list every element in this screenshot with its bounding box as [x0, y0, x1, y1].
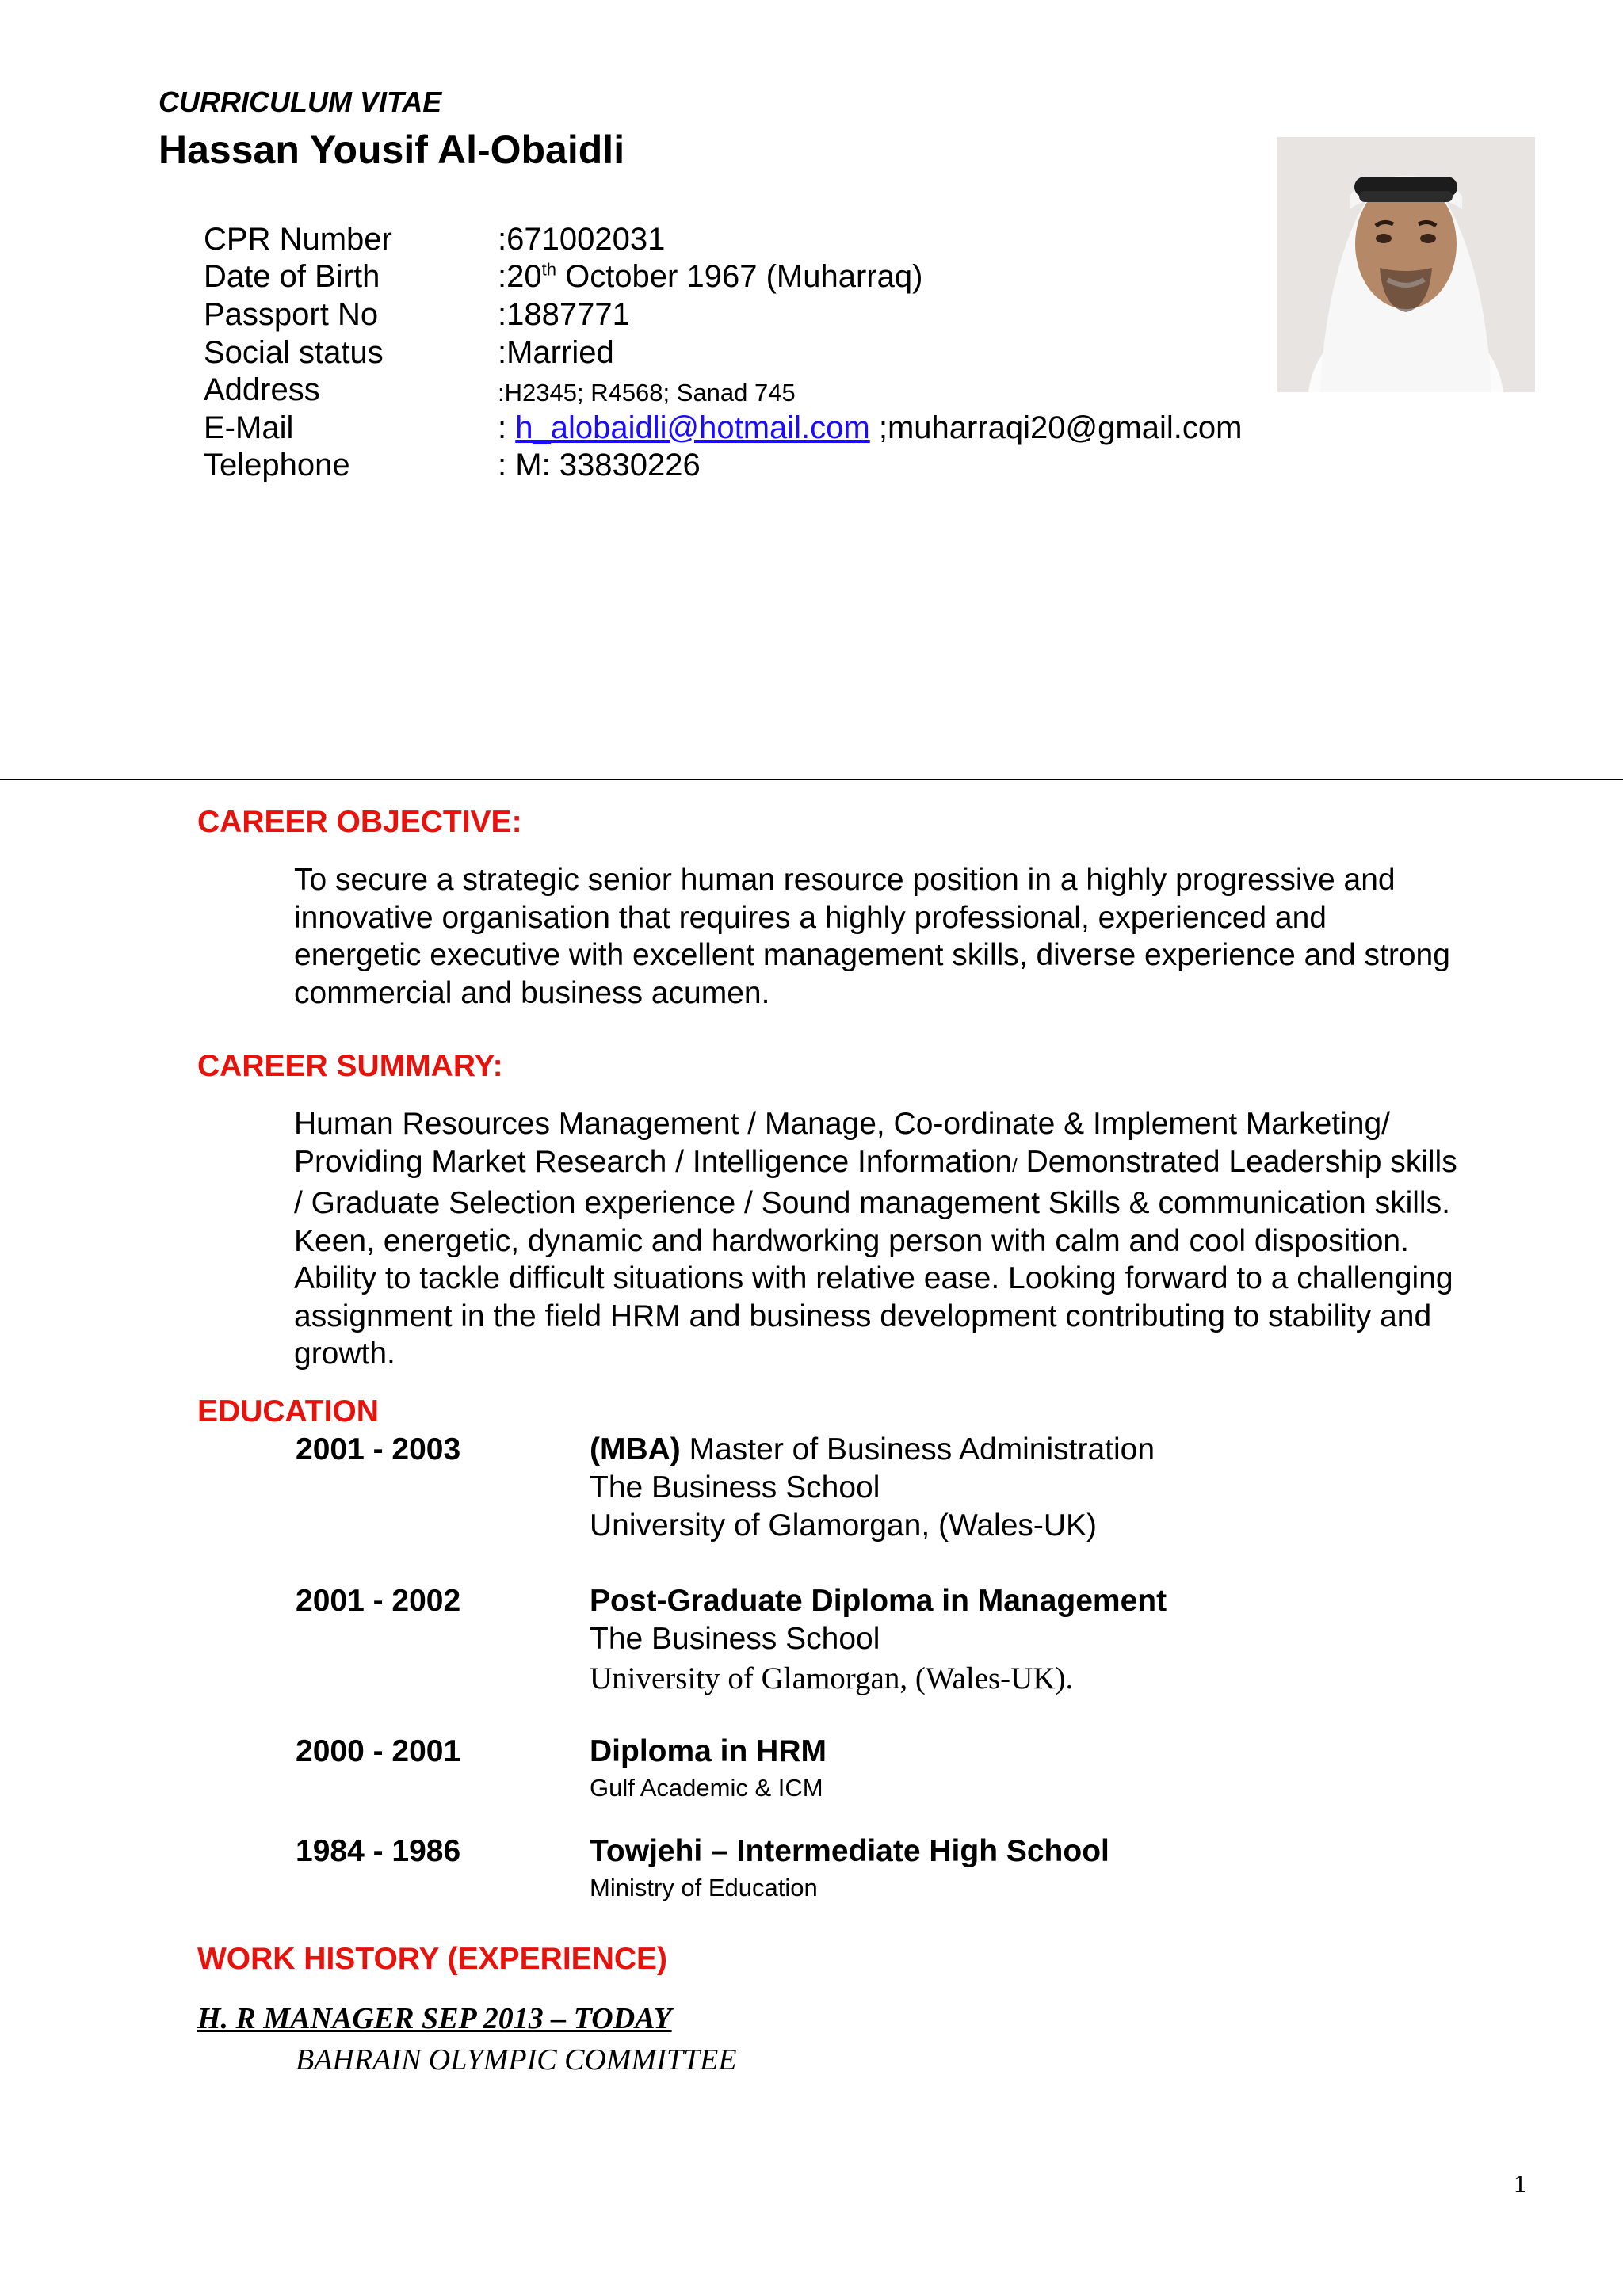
- telephone-label: Telephone: [204, 448, 350, 482]
- social-status-value: :Married: [498, 335, 614, 370]
- education-school: The Business School: [590, 1470, 880, 1505]
- career-objective-heading: CAREER OBJECTIVE:: [197, 805, 522, 839]
- education-institution: Gulf Academic & ICM: [590, 1774, 823, 1802]
- job-organization: BAHRAIN OLYMPIC COMMITTEE: [296, 2043, 737, 2077]
- cpr-value: :671002031: [498, 222, 666, 257]
- job-title: H. R MANAGER SEP 2013 – TODAY: [197, 2002, 672, 2035]
- telephone-value: : M: 33830226: [498, 448, 701, 482]
- work-history-heading: WORK HISTORY (EXPERIENCE): [197, 1942, 668, 1976]
- cpr-label: CPR Number: [204, 222, 392, 257]
- education-school: The Business School: [590, 1622, 880, 1656]
- address-value: :H2345; R4568; Sanad 745: [498, 379, 796, 406]
- candidate-name: Hassan Yousif Al-Obaidli: [158, 128, 625, 172]
- address-label: Address: [204, 372, 320, 407]
- dob-value: :20th October 1967 (Muharraq): [498, 259, 923, 294]
- page-number: 1: [1514, 2169, 1526, 2198]
- education-university: University of Glamorgan, (Wales-UK).: [590, 1661, 1074, 1695]
- education-years: 1984 - 1986: [296, 1834, 461, 1868]
- profile-photo: [1277, 137, 1535, 392]
- career-objective-text: To secure a strategic senior human resource position in a highly progressive and innovative organisation that requires a highly professional, experienced and energetic executive with excellent management skills, diverse experience and strong commercial and business acumen.: [294, 863, 1450, 1010]
- education-title: (MBA) Master of Business Administration: [590, 1432, 1155, 1466]
- career-summary-heading: CAREER SUMMARY:: [197, 1049, 503, 1083]
- education-institution: Ministry of Education: [590, 1874, 818, 1901]
- education-heading: EDUCATION: [197, 1394, 379, 1428]
- email-value: : h_alobaidli@hotmail.com ;muharraqi20@gmail.com: [498, 410, 1243, 445]
- education-title: Post-Graduate Diploma in Management: [590, 1584, 1167, 1618]
- email-label: E-Mail: [204, 410, 294, 445]
- education-years: 2000 - 2001: [296, 1734, 461, 1768]
- education-university: University of Glamorgan, (Wales-UK): [590, 1508, 1098, 1543]
- education-title: Towjehi – Intermediate High School: [590, 1834, 1109, 1868]
- email-link[interactable]: h_alobaidli@hotmail.com: [515, 410, 870, 445]
- document-label: CURRICULUM VITAE: [158, 86, 442, 118]
- education-years: 2001 - 2002: [296, 1584, 461, 1618]
- education-years: 2001 - 2003: [296, 1432, 461, 1466]
- education-title: Diploma in HRM: [590, 1734, 827, 1768]
- section-divider: [0, 779, 1623, 780]
- passport-value: :1887771: [498, 297, 630, 332]
- dob-label: Date of Birth: [204, 259, 380, 294]
- social-status-label: Social status: [204, 335, 384, 370]
- passport-label: Passport No: [204, 297, 379, 332]
- career-summary-text: Human Resources Management / Manage, Co-ordinate & Implement Marketing/ Providing Market Research / Intelligence Information/ Demonstrated Leadership skills / Graduate Selection experience / Sound management Skills & communication skills. Keen, energetic, dynamic and hardworking person with calm and cool disposition. Ability to tackle difficult situations with relative ease. Looking forward to a challenging assignment in the field HRM and business development contributing to stability and growth.: [294, 1107, 1457, 1371]
